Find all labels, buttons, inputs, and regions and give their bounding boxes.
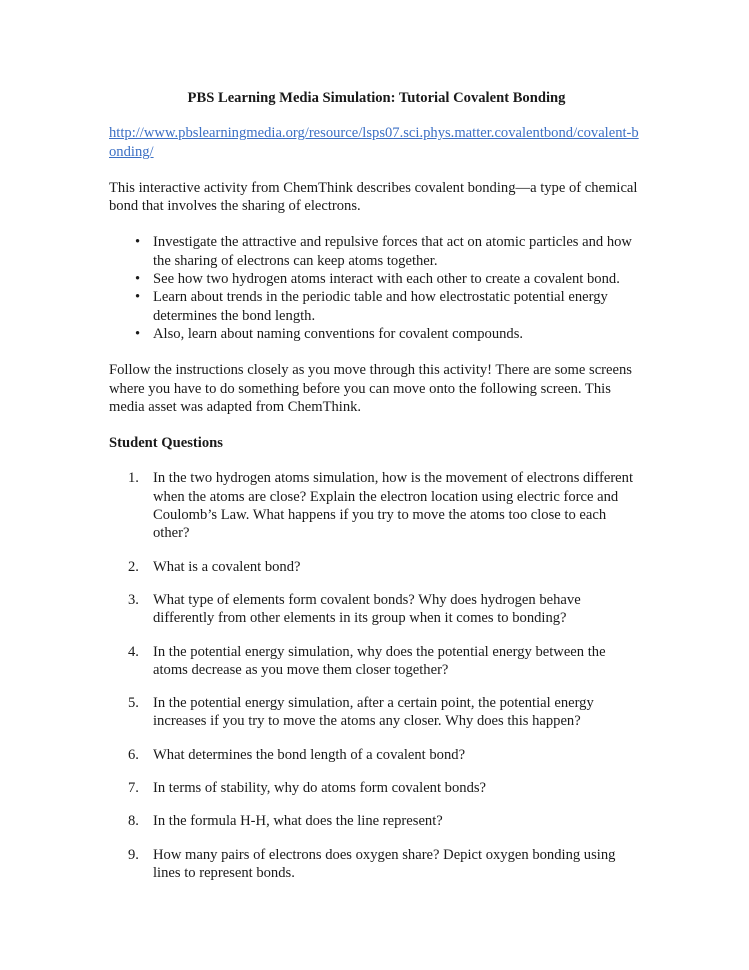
- question-item: 5. In the potential energy simulation, after a certain point, the potential energy increases if you try to move the atoms any closer. Why does this happen?: [128, 695, 594, 730]
- bullet-icon: •: [135, 325, 141, 342]
- resource-link[interactable]: http://www.pbslearningmedia.org/resource/lsps07.sci.phys.matter.covalentbond/covalent-bonding/: [109, 125, 639, 160]
- document-title: PBS Learning Media Simulation: Tutorial Covalent Bonding: [187, 90, 566, 106]
- bullet-item: • Learn about trends in the periodic table and how electrostatic potential energy determines the bond length.: [135, 289, 608, 324]
- question-item: 2. What is a covalent bond?: [128, 558, 301, 575]
- question-item: 1. In the two hydrogen atoms simulation, how is the movement of electrons different when the atoms are close? Explain the electron location using electric force and Coulomb’s Law. What happens if you try to move the atoms too close to each other?: [128, 470, 634, 542]
- bullet-list: [109, 233, 644, 343]
- bullet-item: • See how two hydrogen atoms interact with each other to create a covalent bond.: [135, 271, 620, 288]
- bullet-item: • Investigate the attractive and repulsive forces that act on atomic particles and how the sharing of electrons can keep atoms together.: [135, 234, 632, 269]
- instructions-paragraph: Follow the instructions closely as you move through this activity! There are some screens where you have to do something before you can move onto the following screen. This media asset was adapted from ChemThink.: [109, 362, 632, 415]
- document-body: [109, 89, 644, 897]
- question-item: 7. In terms of stability, why do atoms form covalent bonds?: [128, 780, 487, 797]
- question-item: 4. In the potential energy simulation, why does the potential energy between the atoms decrease as you move them closer together?: [128, 643, 606, 678]
- question-item: 3. What type of elements form covalent bonds? Why does hydrogen behave differently from other elements in its group when it comes to bonding?: [128, 591, 581, 627]
- bullet-item: • Also, learn about naming conventions for covalent compounds.: [135, 325, 524, 342]
- questions-heading: Student Questions: [109, 435, 223, 452]
- question-list: [109, 469, 644, 882]
- question-item: 6. What determines the bond length of a covalent bond?: [128, 746, 466, 763]
- bullet-icon: •: [135, 271, 141, 288]
- bullet-icon: •: [135, 289, 141, 306]
- question-item: 8. In the formula H-H, what does the line represent?: [128, 813, 443, 830]
- bullet-icon: •: [135, 234, 141, 251]
- intro-paragraph: This interactive activity from ChemThink describes covalent bonding—a type of chemical bond that involves the sharing of electrons.: [109, 179, 638, 215]
- question-item: 9. How many pairs of electrons does oxygen share? Depict oxygen bonding using lines to represent bonds.: [128, 846, 616, 881]
